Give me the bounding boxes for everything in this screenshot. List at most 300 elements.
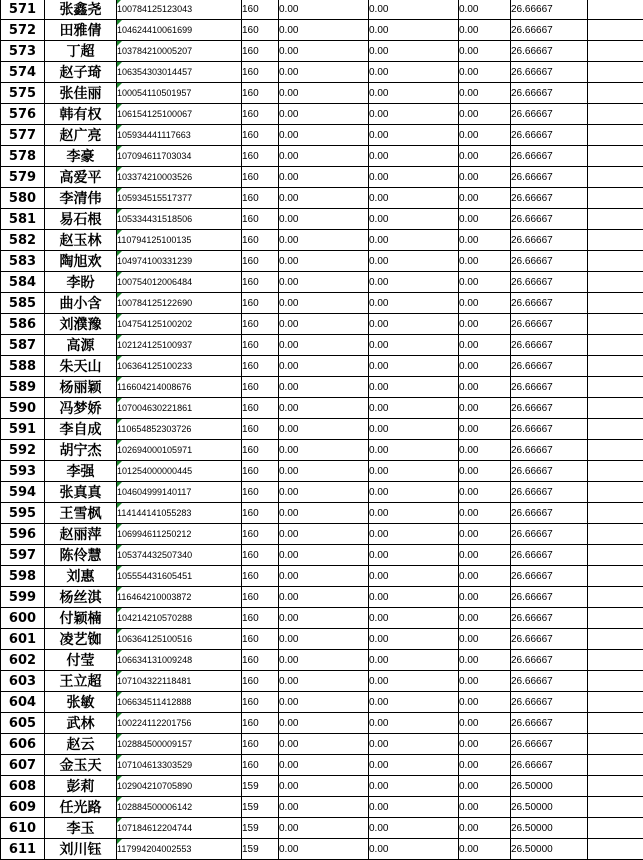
exam-score-cell[interactable]: 160 bbox=[242, 734, 279, 755]
total-score-cell[interactable]: 26.50000 bbox=[511, 839, 588, 860]
score-a-cell[interactable]: 0.00 bbox=[279, 587, 369, 608]
score-a-cell[interactable]: 0.00 bbox=[279, 461, 369, 482]
empty-cell[interactable] bbox=[588, 356, 643, 377]
name-cell[interactable]: 曲小含 bbox=[45, 293, 117, 314]
row-number-cell[interactable]: 600 bbox=[1, 608, 45, 629]
score-a-cell[interactable]: 0.00 bbox=[279, 209, 369, 230]
score-c-cell[interactable]: 0.00 bbox=[459, 671, 511, 692]
name-cell[interactable]: 杨丝淇 bbox=[45, 587, 117, 608]
empty-cell[interactable] bbox=[588, 209, 643, 230]
name-cell[interactable]: 张真真 bbox=[45, 482, 117, 503]
row-number-cell[interactable]: 574 bbox=[1, 62, 45, 83]
name-cell[interactable]: 张鑫尧 bbox=[45, 0, 117, 20]
exam-id-cell[interactable]: 100054110501957 bbox=[117, 83, 242, 104]
exam-score-cell[interactable]: 160 bbox=[242, 629, 279, 650]
total-score-cell[interactable]: 26.66667 bbox=[511, 188, 588, 209]
exam-score-cell[interactable]: 160 bbox=[242, 0, 279, 20]
score-a-cell[interactable]: 0.00 bbox=[279, 440, 369, 461]
score-a-cell[interactable]: 0.00 bbox=[279, 293, 369, 314]
row-number-cell[interactable]: 605 bbox=[1, 713, 45, 734]
total-score-cell[interactable]: 26.66667 bbox=[511, 755, 588, 776]
total-score-cell[interactable]: 26.66667 bbox=[511, 62, 588, 83]
exam-id-cell[interactable]: 104754125100202 bbox=[117, 314, 242, 335]
score-b-cell[interactable]: 0.00 bbox=[369, 104, 459, 125]
total-score-cell[interactable]: 26.66667 bbox=[511, 41, 588, 62]
score-a-cell[interactable]: 0.00 bbox=[279, 230, 369, 251]
score-b-cell[interactable]: 0.00 bbox=[369, 377, 459, 398]
score-a-cell[interactable]: 0.00 bbox=[279, 41, 369, 62]
row-number-cell[interactable]: 601 bbox=[1, 629, 45, 650]
exam-score-cell[interactable]: 160 bbox=[242, 209, 279, 230]
score-c-cell[interactable]: 0.00 bbox=[459, 41, 511, 62]
total-score-cell[interactable]: 26.66667 bbox=[511, 272, 588, 293]
score-c-cell[interactable]: 0.00 bbox=[459, 230, 511, 251]
row-number-cell[interactable]: 577 bbox=[1, 125, 45, 146]
name-cell[interactable]: 赵玉林 bbox=[45, 230, 117, 251]
score-a-cell[interactable]: 0.00 bbox=[279, 818, 369, 839]
score-c-cell[interactable]: 0.00 bbox=[459, 104, 511, 125]
score-b-cell[interactable]: 0.00 bbox=[369, 293, 459, 314]
total-score-cell[interactable]: 26.66667 bbox=[511, 440, 588, 461]
score-c-cell[interactable]: 0.00 bbox=[459, 755, 511, 776]
exam-id-cell[interactable]: 114144141055283 bbox=[117, 503, 242, 524]
row-number-cell[interactable]: 597 bbox=[1, 545, 45, 566]
exam-id-cell[interactable]: 107004630221861 bbox=[117, 398, 242, 419]
name-cell[interactable]: 张佳丽 bbox=[45, 83, 117, 104]
row-number-cell[interactable]: 585 bbox=[1, 293, 45, 314]
score-a-cell[interactable]: 0.00 bbox=[279, 545, 369, 566]
total-score-cell[interactable]: 26.66667 bbox=[511, 545, 588, 566]
empty-cell[interactable] bbox=[588, 755, 643, 776]
score-c-cell[interactable]: 0.00 bbox=[459, 608, 511, 629]
score-c-cell[interactable]: 0.00 bbox=[459, 524, 511, 545]
score-b-cell[interactable]: 0.00 bbox=[369, 650, 459, 671]
name-cell[interactable]: 丁超 bbox=[45, 41, 117, 62]
score-a-cell[interactable]: 0.00 bbox=[279, 692, 369, 713]
empty-cell[interactable] bbox=[588, 62, 643, 83]
exam-id-cell[interactable]: 106364125100233 bbox=[117, 356, 242, 377]
score-c-cell[interactable]: 0.00 bbox=[459, 62, 511, 83]
score-c-cell[interactable]: 0.00 bbox=[459, 209, 511, 230]
row-number-cell[interactable]: 602 bbox=[1, 650, 45, 671]
score-c-cell[interactable]: 0.00 bbox=[459, 293, 511, 314]
exam-score-cell[interactable]: 160 bbox=[242, 20, 279, 41]
empty-cell[interactable] bbox=[588, 524, 643, 545]
row-number-cell[interactable]: 593 bbox=[1, 461, 45, 482]
score-c-cell[interactable]: 0.00 bbox=[459, 167, 511, 188]
empty-cell[interactable] bbox=[588, 251, 643, 272]
row-number-cell[interactable]: 608 bbox=[1, 776, 45, 797]
score-b-cell[interactable]: 0.00 bbox=[369, 629, 459, 650]
score-a-cell[interactable]: 0.00 bbox=[279, 335, 369, 356]
exam-score-cell[interactable]: 160 bbox=[242, 440, 279, 461]
exam-id-cell[interactable]: 100754012006484 bbox=[117, 272, 242, 293]
score-c-cell[interactable]: 0.00 bbox=[459, 314, 511, 335]
row-number-cell[interactable]: 609 bbox=[1, 797, 45, 818]
score-a-cell[interactable]: 0.00 bbox=[279, 0, 369, 20]
total-score-cell[interactable]: 26.66667 bbox=[511, 713, 588, 734]
score-a-cell[interactable]: 0.00 bbox=[279, 62, 369, 83]
score-c-cell[interactable]: 0.00 bbox=[459, 335, 511, 356]
exam-id-cell[interactable]: 102884500009157 bbox=[117, 734, 242, 755]
score-a-cell[interactable]: 0.00 bbox=[279, 188, 369, 209]
total-score-cell[interactable]: 26.66667 bbox=[511, 629, 588, 650]
row-number-cell[interactable]: 607 bbox=[1, 755, 45, 776]
score-b-cell[interactable]: 0.00 bbox=[369, 419, 459, 440]
score-b-cell[interactable]: 0.00 bbox=[369, 608, 459, 629]
exam-score-cell[interactable]: 160 bbox=[242, 62, 279, 83]
exam-score-cell[interactable]: 160 bbox=[242, 251, 279, 272]
score-c-cell[interactable]: 0.00 bbox=[459, 83, 511, 104]
name-cell[interactable]: 刘川钰 bbox=[45, 839, 117, 860]
exam-id-cell[interactable]: 102124125100937 bbox=[117, 335, 242, 356]
exam-score-cell[interactable]: 160 bbox=[242, 104, 279, 125]
empty-cell[interactable] bbox=[588, 734, 643, 755]
empty-cell[interactable] bbox=[588, 629, 643, 650]
row-number-cell[interactable]: 589 bbox=[1, 377, 45, 398]
name-cell[interactable]: 李自成 bbox=[45, 419, 117, 440]
name-cell[interactable]: 赵广亮 bbox=[45, 125, 117, 146]
empty-cell[interactable] bbox=[588, 566, 643, 587]
score-b-cell[interactable]: 0.00 bbox=[369, 209, 459, 230]
name-cell[interactable]: 朱天山 bbox=[45, 356, 117, 377]
exam-score-cell[interactable]: 160 bbox=[242, 41, 279, 62]
score-c-cell[interactable]: 0.00 bbox=[459, 776, 511, 797]
exam-id-cell[interactable]: 100784125122690 bbox=[117, 293, 242, 314]
score-c-cell[interactable]: 0.00 bbox=[459, 818, 511, 839]
score-b-cell[interactable]: 0.00 bbox=[369, 566, 459, 587]
name-cell[interactable]: 田雅倩 bbox=[45, 20, 117, 41]
total-score-cell[interactable]: 26.50000 bbox=[511, 776, 588, 797]
score-b-cell[interactable]: 0.00 bbox=[369, 146, 459, 167]
name-cell[interactable]: 高爱平 bbox=[45, 167, 117, 188]
score-b-cell[interactable]: 0.00 bbox=[369, 335, 459, 356]
score-b-cell[interactable]: 0.00 bbox=[369, 524, 459, 545]
empty-cell[interactable] bbox=[588, 419, 643, 440]
exam-id-cell[interactable]: 105374432507340 bbox=[117, 545, 242, 566]
exam-score-cell[interactable]: 160 bbox=[242, 83, 279, 104]
score-a-cell[interactable]: 0.00 bbox=[279, 251, 369, 272]
row-number-cell[interactable]: 583 bbox=[1, 251, 45, 272]
name-cell[interactable]: 冯梦娇 bbox=[45, 398, 117, 419]
empty-cell[interactable] bbox=[588, 272, 643, 293]
exam-id-cell[interactable]: 103374210003526 bbox=[117, 167, 242, 188]
exam-score-cell[interactable]: 159 bbox=[242, 776, 279, 797]
row-number-cell[interactable]: 591 bbox=[1, 419, 45, 440]
exam-id-cell[interactable]: 106154125100067 bbox=[117, 104, 242, 125]
exam-id-cell[interactable]: 106634131009248 bbox=[117, 650, 242, 671]
score-b-cell[interactable]: 0.00 bbox=[369, 776, 459, 797]
exam-id-cell[interactable]: 117994204002553 bbox=[117, 839, 242, 860]
score-a-cell[interactable]: 0.00 bbox=[279, 797, 369, 818]
exam-score-cell[interactable]: 160 bbox=[242, 713, 279, 734]
score-b-cell[interactable]: 0.00 bbox=[369, 503, 459, 524]
exam-id-cell[interactable]: 103784210005207 bbox=[117, 41, 242, 62]
row-number-cell[interactable]: 595 bbox=[1, 503, 45, 524]
name-cell[interactable]: 赵丽萍 bbox=[45, 524, 117, 545]
exam-score-cell[interactable]: 160 bbox=[242, 272, 279, 293]
name-cell[interactable]: 付颖楠 bbox=[45, 608, 117, 629]
name-cell[interactable]: 付莹 bbox=[45, 650, 117, 671]
empty-cell[interactable] bbox=[588, 104, 643, 125]
score-c-cell[interactable]: 0.00 bbox=[459, 713, 511, 734]
exam-score-cell[interactable]: 160 bbox=[242, 125, 279, 146]
name-cell[interactable]: 陈伶慧 bbox=[45, 545, 117, 566]
exam-score-cell[interactable]: 160 bbox=[242, 482, 279, 503]
name-cell[interactable]: 王立超 bbox=[45, 671, 117, 692]
exam-id-cell[interactable]: 110794125100135 bbox=[117, 230, 242, 251]
exam-id-cell[interactable]: 107184612204744 bbox=[117, 818, 242, 839]
row-number-cell[interactable]: 587 bbox=[1, 335, 45, 356]
name-cell[interactable]: 彭莉 bbox=[45, 776, 117, 797]
empty-cell[interactable] bbox=[588, 587, 643, 608]
empty-cell[interactable] bbox=[588, 314, 643, 335]
score-c-cell[interactable]: 0.00 bbox=[459, 482, 511, 503]
exam-id-cell[interactable]: 106364125100516 bbox=[117, 629, 242, 650]
exam-score-cell[interactable]: 160 bbox=[242, 671, 279, 692]
score-b-cell[interactable]: 0.00 bbox=[369, 167, 459, 188]
exam-id-cell[interactable]: 107104322118481 bbox=[117, 671, 242, 692]
score-c-cell[interactable]: 0.00 bbox=[459, 692, 511, 713]
total-score-cell[interactable]: 26.66667 bbox=[511, 608, 588, 629]
score-a-cell[interactable]: 0.00 bbox=[279, 482, 369, 503]
total-score-cell[interactable]: 26.66667 bbox=[511, 230, 588, 251]
score-c-cell[interactable]: 0.00 bbox=[459, 650, 511, 671]
total-score-cell[interactable]: 26.50000 bbox=[511, 797, 588, 818]
exam-id-cell[interactable]: 102904210705890 bbox=[117, 776, 242, 797]
exam-score-cell[interactable]: 160 bbox=[242, 146, 279, 167]
empty-cell[interactable] bbox=[588, 818, 643, 839]
exam-score-cell[interactable]: 159 bbox=[242, 839, 279, 860]
empty-cell[interactable] bbox=[588, 188, 643, 209]
exam-score-cell[interactable]: 160 bbox=[242, 692, 279, 713]
name-cell[interactable]: 金玉天 bbox=[45, 755, 117, 776]
total-score-cell[interactable]: 26.66667 bbox=[511, 524, 588, 545]
score-a-cell[interactable]: 0.00 bbox=[279, 398, 369, 419]
empty-cell[interactable] bbox=[588, 692, 643, 713]
score-a-cell[interactable]: 0.00 bbox=[279, 377, 369, 398]
score-c-cell[interactable]: 0.00 bbox=[459, 251, 511, 272]
name-cell[interactable]: 胡宁杰 bbox=[45, 440, 117, 461]
score-b-cell[interactable]: 0.00 bbox=[369, 797, 459, 818]
empty-cell[interactable] bbox=[588, 377, 643, 398]
score-a-cell[interactable]: 0.00 bbox=[279, 629, 369, 650]
empty-cell[interactable] bbox=[588, 335, 643, 356]
empty-cell[interactable] bbox=[588, 839, 643, 860]
score-a-cell[interactable]: 0.00 bbox=[279, 83, 369, 104]
row-number-cell[interactable]: 606 bbox=[1, 734, 45, 755]
exam-score-cell[interactable]: 160 bbox=[242, 230, 279, 251]
exam-score-cell[interactable]: 159 bbox=[242, 797, 279, 818]
row-number-cell[interactable]: 582 bbox=[1, 230, 45, 251]
row-number-cell[interactable]: 571 bbox=[1, 0, 45, 20]
row-number-cell[interactable]: 575 bbox=[1, 83, 45, 104]
row-number-cell[interactable]: 596 bbox=[1, 524, 45, 545]
score-c-cell[interactable]: 0.00 bbox=[459, 440, 511, 461]
name-cell[interactable]: 杨丽颖 bbox=[45, 377, 117, 398]
exam-score-cell[interactable]: 160 bbox=[242, 188, 279, 209]
total-score-cell[interactable]: 26.66667 bbox=[511, 482, 588, 503]
exam-score-cell[interactable]: 160 bbox=[242, 524, 279, 545]
empty-cell[interactable] bbox=[588, 713, 643, 734]
total-score-cell[interactable]: 26.66667 bbox=[511, 125, 588, 146]
score-b-cell[interactable]: 0.00 bbox=[369, 440, 459, 461]
total-score-cell[interactable]: 26.66667 bbox=[511, 398, 588, 419]
score-b-cell[interactable]: 0.00 bbox=[369, 461, 459, 482]
exam-score-cell[interactable]: 160 bbox=[242, 419, 279, 440]
name-cell[interactable]: 赵云 bbox=[45, 734, 117, 755]
score-a-cell[interactable]: 0.00 bbox=[279, 734, 369, 755]
total-score-cell[interactable]: 26.66667 bbox=[511, 167, 588, 188]
total-score-cell[interactable]: 26.66667 bbox=[511, 335, 588, 356]
exam-score-cell[interactable]: 160 bbox=[242, 167, 279, 188]
empty-cell[interactable] bbox=[588, 650, 643, 671]
exam-id-cell[interactable]: 102884500006142 bbox=[117, 797, 242, 818]
row-number-cell[interactable]: 581 bbox=[1, 209, 45, 230]
score-c-cell[interactable]: 0.00 bbox=[459, 188, 511, 209]
score-b-cell[interactable]: 0.00 bbox=[369, 671, 459, 692]
row-number-cell[interactable]: 611 bbox=[1, 839, 45, 860]
exam-score-cell[interactable]: 160 bbox=[242, 335, 279, 356]
row-number-cell[interactable]: 599 bbox=[1, 587, 45, 608]
score-c-cell[interactable]: 0.00 bbox=[459, 587, 511, 608]
total-score-cell[interactable]: 26.66667 bbox=[511, 0, 588, 20]
row-number-cell[interactable]: 590 bbox=[1, 398, 45, 419]
score-b-cell[interactable]: 0.00 bbox=[369, 125, 459, 146]
exam-id-cell[interactable]: 105934515517377 bbox=[117, 188, 242, 209]
exam-id-cell[interactable]: 106994611250212 bbox=[117, 524, 242, 545]
exam-id-cell[interactable]: 104214210570288 bbox=[117, 608, 242, 629]
total-score-cell[interactable]: 26.66667 bbox=[511, 356, 588, 377]
name-cell[interactable]: 任光路 bbox=[45, 797, 117, 818]
score-b-cell[interactable]: 0.00 bbox=[369, 545, 459, 566]
score-c-cell[interactable]: 0.00 bbox=[459, 629, 511, 650]
name-cell[interactable]: 王雪枫 bbox=[45, 503, 117, 524]
exam-id-cell[interactable]: 106354303014457 bbox=[117, 62, 242, 83]
score-b-cell[interactable]: 0.00 bbox=[369, 62, 459, 83]
exam-score-cell[interactable]: 160 bbox=[242, 398, 279, 419]
score-a-cell[interactable]: 0.00 bbox=[279, 167, 369, 188]
exam-score-cell[interactable]: 160 bbox=[242, 545, 279, 566]
score-b-cell[interactable]: 0.00 bbox=[369, 272, 459, 293]
score-a-cell[interactable]: 0.00 bbox=[279, 146, 369, 167]
exam-id-cell[interactable]: 116604214008676 bbox=[117, 377, 242, 398]
row-number-cell[interactable]: 576 bbox=[1, 104, 45, 125]
score-a-cell[interactable]: 0.00 bbox=[279, 650, 369, 671]
row-number-cell[interactable]: 578 bbox=[1, 146, 45, 167]
total-score-cell[interactable]: 26.66667 bbox=[511, 461, 588, 482]
exam-id-cell[interactable]: 107094611703034 bbox=[117, 146, 242, 167]
name-cell[interactable]: 韩有权 bbox=[45, 104, 117, 125]
exam-id-cell[interactable]: 105554431605451 bbox=[117, 566, 242, 587]
empty-cell[interactable] bbox=[588, 146, 643, 167]
score-a-cell[interactable]: 0.00 bbox=[279, 314, 369, 335]
name-cell[interactable]: 李豪 bbox=[45, 146, 117, 167]
empty-cell[interactable] bbox=[588, 20, 643, 41]
exam-id-cell[interactable]: 110654852303726 bbox=[117, 419, 242, 440]
score-c-cell[interactable]: 0.00 bbox=[459, 398, 511, 419]
score-b-cell[interactable]: 0.00 bbox=[369, 713, 459, 734]
empty-cell[interactable] bbox=[588, 671, 643, 692]
score-c-cell[interactable]: 0.00 bbox=[459, 503, 511, 524]
empty-cell[interactable] bbox=[588, 545, 643, 566]
score-b-cell[interactable]: 0.00 bbox=[369, 251, 459, 272]
score-b-cell[interactable]: 0.00 bbox=[369, 482, 459, 503]
name-cell[interactable]: 张敏 bbox=[45, 692, 117, 713]
exam-score-cell[interactable]: 160 bbox=[242, 608, 279, 629]
exam-id-cell[interactable]: 106634511412888 bbox=[117, 692, 242, 713]
name-cell[interactable]: 李盼 bbox=[45, 272, 117, 293]
score-c-cell[interactable]: 0.00 bbox=[459, 566, 511, 587]
score-c-cell[interactable]: 0.00 bbox=[459, 377, 511, 398]
name-cell[interactable]: 赵子琦 bbox=[45, 62, 117, 83]
score-c-cell[interactable]: 0.00 bbox=[459, 146, 511, 167]
empty-cell[interactable] bbox=[588, 440, 643, 461]
exam-id-cell[interactable]: 100224112201756 bbox=[117, 713, 242, 734]
empty-cell[interactable] bbox=[588, 608, 643, 629]
score-b-cell[interactable]: 0.00 bbox=[369, 314, 459, 335]
exam-score-cell[interactable]: 160 bbox=[242, 356, 279, 377]
total-score-cell[interactable]: 26.66667 bbox=[511, 377, 588, 398]
exam-score-cell[interactable]: 159 bbox=[242, 818, 279, 839]
empty-cell[interactable] bbox=[588, 230, 643, 251]
name-cell[interactable]: 李清伟 bbox=[45, 188, 117, 209]
score-b-cell[interactable]: 0.00 bbox=[369, 692, 459, 713]
row-number-cell[interactable]: 580 bbox=[1, 188, 45, 209]
score-b-cell[interactable]: 0.00 bbox=[369, 755, 459, 776]
score-a-cell[interactable]: 0.00 bbox=[279, 503, 369, 524]
score-c-cell[interactable]: 0.00 bbox=[459, 797, 511, 818]
exam-id-cell[interactable]: 104624410061699 bbox=[117, 20, 242, 41]
empty-cell[interactable] bbox=[588, 461, 643, 482]
name-cell[interactable]: 凌艺铷 bbox=[45, 629, 117, 650]
score-b-cell[interactable]: 0.00 bbox=[369, 818, 459, 839]
total-score-cell[interactable]: 26.66667 bbox=[511, 503, 588, 524]
score-a-cell[interactable]: 0.00 bbox=[279, 713, 369, 734]
exam-score-cell[interactable]: 160 bbox=[242, 314, 279, 335]
row-number-cell[interactable]: 592 bbox=[1, 440, 45, 461]
row-number-cell[interactable]: 588 bbox=[1, 356, 45, 377]
row-number-cell[interactable]: 573 bbox=[1, 41, 45, 62]
row-number-cell[interactable]: 579 bbox=[1, 167, 45, 188]
name-cell[interactable]: 武林 bbox=[45, 713, 117, 734]
exam-score-cell[interactable]: 160 bbox=[242, 650, 279, 671]
total-score-cell[interactable]: 26.66667 bbox=[511, 251, 588, 272]
exam-id-cell[interactable]: 104974100331239 bbox=[117, 251, 242, 272]
exam-score-cell[interactable]: 160 bbox=[242, 587, 279, 608]
empty-cell[interactable] bbox=[588, 293, 643, 314]
score-b-cell[interactable]: 0.00 bbox=[369, 230, 459, 251]
exam-id-cell[interactable]: 107104613303529 bbox=[117, 755, 242, 776]
score-b-cell[interactable]: 0.00 bbox=[369, 20, 459, 41]
score-a-cell[interactable]: 0.00 bbox=[279, 524, 369, 545]
exam-id-cell[interactable]: 104604999140117 bbox=[117, 482, 242, 503]
exam-id-cell[interactable]: 116464210003872 bbox=[117, 587, 242, 608]
name-cell[interactable]: 刘惠 bbox=[45, 566, 117, 587]
row-number-cell[interactable]: 603 bbox=[1, 671, 45, 692]
total-score-cell[interactable]: 26.66667 bbox=[511, 83, 588, 104]
score-c-cell[interactable]: 0.00 bbox=[459, 356, 511, 377]
row-number-cell[interactable]: 572 bbox=[1, 20, 45, 41]
total-score-cell[interactable]: 26.66667 bbox=[511, 419, 588, 440]
total-score-cell[interactable]: 26.66667 bbox=[511, 20, 588, 41]
exam-id-cell[interactable]: 105334431518506 bbox=[117, 209, 242, 230]
score-c-cell[interactable]: 0.00 bbox=[459, 419, 511, 440]
exam-id-cell[interactable]: 105934441117663 bbox=[117, 125, 242, 146]
score-b-cell[interactable]: 0.00 bbox=[369, 356, 459, 377]
score-a-cell[interactable]: 0.00 bbox=[279, 104, 369, 125]
exam-id-cell[interactable]: 102694000105971 bbox=[117, 440, 242, 461]
